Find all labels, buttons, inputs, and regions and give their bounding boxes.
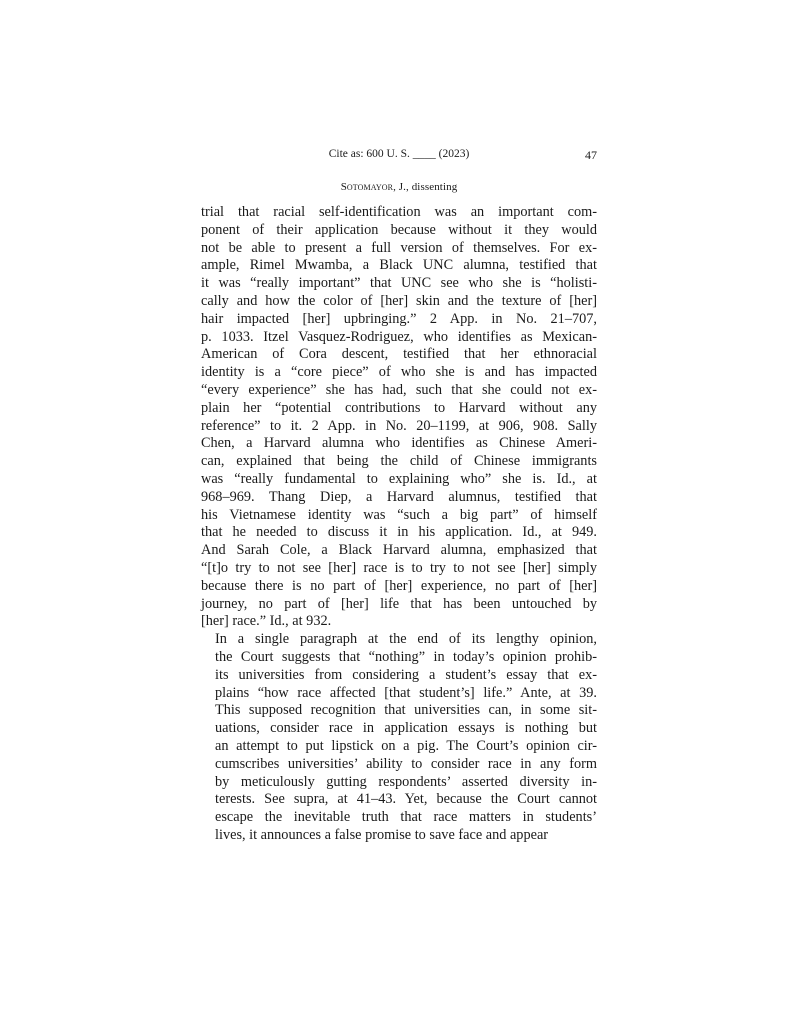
text-line: terests. See supra, at 41–43. Yet, because the Court cannot [215,791,597,808]
text-line: “every experience” she has had, such that she could not ex- [201,381,597,398]
author-name: Sotomayor [340,181,394,193]
text-line: plains “how race affected [that student’s] life.” Ante, at 39. [215,684,597,701]
text-line: In a single paragraph at the end of its lengthy opinion, [215,631,597,648]
text-line: And Sarah Cole, a Black Harvard alumna, emphasized that [201,542,597,559]
text-line: cumscribes universities’ ability to consider race in any form [215,755,597,772]
text-line: an attempt to put lipstick on a pig. The Court’s opinion cir- [215,737,597,754]
text-line: identity is a “core piece” of who she is and has impacted [201,364,597,381]
text-line: 968–969. Thang Diep, a Harvard alumnus, testified that [201,488,597,505]
text-line: journey, no part of [her] life that has been untouched by [201,595,597,612]
text-line: can, explained that being the child of Chinese immigrants [201,453,597,470]
paragraph-1 [201,204,597,631]
text-line: This supposed recognition that universities can, in some sit- [215,702,597,719]
text-line: plain her “potential contributions to Harvard without any [201,399,597,416]
text-line: because there is no part of [her] experience, no part of [her] [201,577,597,594]
text-line: was “really fundamental to explaining who” she is. Id., at [201,470,597,487]
text-line: hair impacted [her] upbringing.” 2 App. in No. 21–707, [201,310,597,327]
text-line: the Court suggests that “nothing” in today’s opinion prohib- [215,648,597,665]
opinion-body [201,204,597,845]
text-line: ponent of their application because without it they would [201,221,597,238]
text-line: p. 1033. Itzel Vasquez-Rodriguez, who identifies as Mexican- [201,328,597,345]
text-line: his Vietnamese identity was “such a big part” of himself [201,506,597,523]
running-head [201,148,597,166]
text-line: uations, consider race in application essays is nothing but [215,720,597,737]
page-number: 47 [585,148,597,162]
text-line: “[t]o try to not see [her] race is to try to not see [her] simply [201,559,597,576]
text-line: Chen, a Harvard alumna who identifies as Chinese Ameri- [201,435,597,452]
text-line: its universities from considering a student’s essay that ex- [215,666,597,683]
text-line: American of Cora descent, testified that her ethnoracial [201,346,597,363]
text-line: that he needed to discuss it in his application. Id., at 949. [201,524,597,541]
text-line: escape the inevitable truth that race matters in students’ [215,809,597,826]
paragraph-2 [201,631,597,845]
author-suffix: , J., dissenting [393,181,458,193]
text-line: trial that racial self-identification was an important com- [201,204,597,220]
text-line: by meticulously gutting respondents’ asserted diversity in- [215,773,597,790]
text-line: lives, it announces a false promise to save face and appear [215,826,549,843]
text-line: reference” to it. 2 App. in No. 20–1199, at 906, 908. Sally [201,417,597,434]
text-line: [her] race.” Id., at 932. [201,613,332,630]
citation: Cite as: 600 U. S. ____ (2023) [328,148,470,160]
text-line: not be able to present a full version of themselves. For ex- [201,239,597,256]
text-line: ample, Rimel Mwamba, a Black UNC alumna, testified that [201,257,597,274]
text-line: it was “really important” that UNC see who she is “holisti- [201,275,597,292]
text-line: cally and how the color of [her] skin and the texture of [her] [201,292,597,309]
author-line [201,181,597,193]
